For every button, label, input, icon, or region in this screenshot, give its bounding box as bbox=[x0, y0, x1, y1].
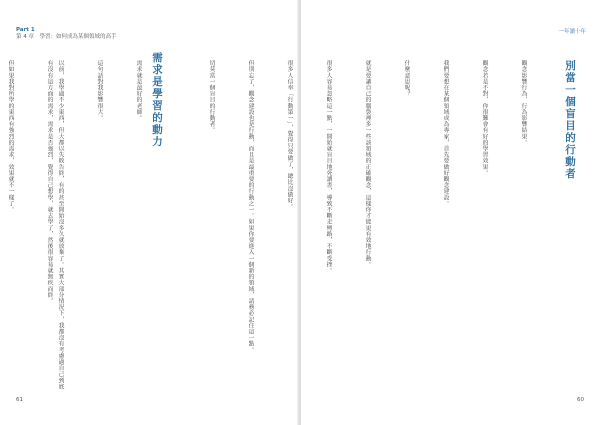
paragraph: 我們要想在某個領域成為專家，首先要做好觀念建設。 bbox=[442, 60, 448, 207]
paragraph: 切莫當一個盲目的行動者。 bbox=[208, 60, 214, 134]
paragraph: 以前，我學過不少東西，但大都以失敗告終，有的甚至開始沒多久就放棄了。其實大部分情況下，我都沒有考慮過自己到底有沒有這方面的需求，需求是否強烈，覺得自己想學，就去學了，然後很容易就無疾而終。 bbox=[46, 60, 63, 390]
paragraph: 就是要讓自己的腦袋裡多一些該領域的正確觀念，這樣你才能更有效地行動。 bbox=[364, 60, 370, 268]
right-running-head: 一年讀十年 bbox=[558, 29, 586, 35]
left-body-text bbox=[7, 60, 165, 390]
paragraph: 這句話對我影響很大。 bbox=[96, 60, 102, 121]
right-page bbox=[208, 0, 600, 425]
paragraph: 很多人信奉「行動第一」，覺得只要做了，總比沒做好。 bbox=[286, 60, 292, 210]
chapter-title: 第 4 章 學習：如何成為某個領域的高手 bbox=[16, 34, 117, 41]
paragraph: 需求就是最好的老師。 bbox=[135, 60, 141, 121]
paragraph: 但別忘了，觀念建設也是行動，而且是最重要的行動之一。如果你要進入一個新的領域，請務必記住這一點。 bbox=[247, 60, 253, 353]
paragraph: 但如果我對所學的東西有強烈的需求，效果就不一樣了。 bbox=[7, 60, 13, 213]
paragraph: 什麼意思呢？ bbox=[403, 60, 409, 97]
paragraph: 很多人容易忽略這一點，一開始就盲目地死讀書，導致不斷走彎路，不斷受挫。 bbox=[325, 60, 331, 274]
paragraph: 觀念影響行為，行為影響結果。 bbox=[520, 60, 526, 146]
part-label: Part 1 bbox=[16, 27, 35, 33]
right-body-text bbox=[208, 60, 550, 390]
section-heading-left: 需求是學習的動力 bbox=[151, 52, 163, 148]
left-running-head bbox=[16, 27, 117, 42]
section-heading-right: 別當一個盲目的行動者 bbox=[564, 60, 576, 180]
right-page-number: 60 bbox=[577, 397, 584, 403]
left-page-number: 61 bbox=[16, 397, 23, 403]
paragraph: 觀念若是不對，你很難會有好的學習效果。 bbox=[481, 60, 487, 176]
